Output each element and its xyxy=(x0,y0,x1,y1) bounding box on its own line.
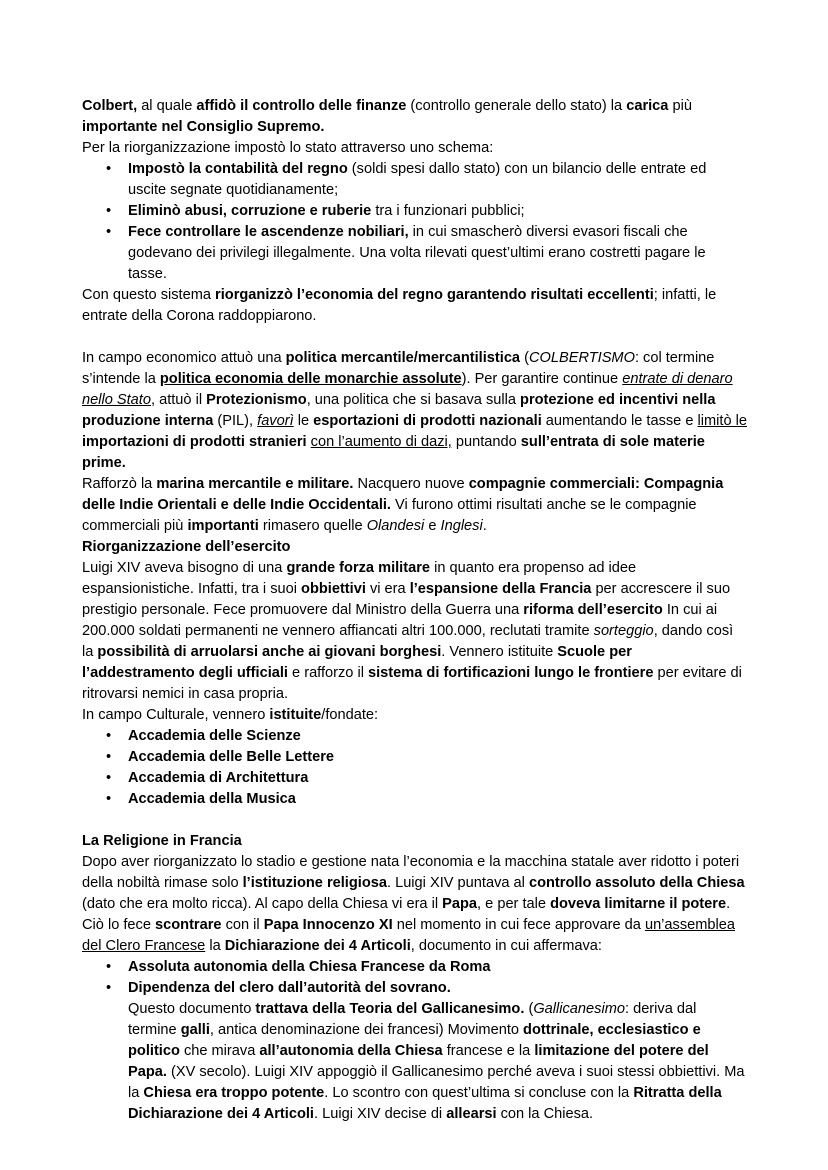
run-mar-inglesi: Inglesi xyxy=(440,518,483,534)
run-ese-12: possibilità di arruolarsi anche ai giovani borghesi xyxy=(97,644,442,660)
heading-religione-francia: La Religione in Francia xyxy=(82,833,242,849)
list-item xyxy=(82,201,748,222)
run-gal-14: Chiesa era troppo potente xyxy=(143,1085,325,1101)
run-colbert-5: carica xyxy=(626,98,669,114)
run-gal-11: francese e la xyxy=(442,1043,535,1059)
run-eco-dazi: con l’aumento di dazi, xyxy=(310,434,452,450)
run-ese-4: obbiettivi xyxy=(301,581,366,597)
run-gal-ritratta: Ritratta della Dichiarazione dei 4 Articoli xyxy=(128,1085,722,1122)
paragraph-culturale-lead xyxy=(82,705,748,726)
run-gal-galli: galli xyxy=(180,1022,210,1038)
run-colbert-name: Colbert, xyxy=(82,98,138,114)
list-item xyxy=(82,747,748,768)
list-item xyxy=(82,159,748,201)
run-cul-3: /fondate: xyxy=(321,707,379,723)
run-accademia-belle-lettere: Accademia delle Belle Lettere xyxy=(128,749,335,765)
run-rel-9: . Ciò lo fece xyxy=(82,896,731,933)
run-eco-monarchie: politica economia delle monarchie assolute xyxy=(159,371,462,387)
run-bullet3-rest: in cui smascherò diversi evasori fiscali che godevano dei privilegi illegalmente. Una volta rilevati quest’ultimi erano costretti pagare le tasse. xyxy=(128,224,706,282)
run-mar-1: Rafforzò la xyxy=(82,476,157,492)
run-ese-riforma: riforma dell’esercito xyxy=(523,602,663,618)
run-rel-10: scontrare xyxy=(155,917,222,933)
run-ese-17: per evitare di ritrovarsi nemici in casa propria. xyxy=(82,665,742,702)
run-rel-7: , e per tale xyxy=(477,896,551,912)
run-ese-14: Scuole per l’addestramento degli ufficiali xyxy=(82,644,632,681)
run-ese-1: Luigi XIV aveva bisogno di una xyxy=(82,560,287,576)
heading-riorganizzazione-esercito: Riorganizzazione dell’esercito xyxy=(82,539,291,555)
run-rel-17: , documento in cui affermava: xyxy=(410,938,602,954)
run-colbert-7: importante nel Consiglio Supremo. xyxy=(82,119,325,135)
run-ese-13: . Vennero istituite xyxy=(441,644,558,660)
run-colbert-2: al quale xyxy=(137,98,197,114)
run-gal-17: . Luigi XIV decise di xyxy=(314,1106,447,1122)
run-bullet3-bold: Fece controllare le ascendenze nobiliari, xyxy=(128,224,409,240)
run-bullet1-bold: Impostò la contabilità del regno xyxy=(128,161,348,177)
blank-line xyxy=(82,327,748,348)
run-rel-2: l’istituzione religiosa xyxy=(242,875,387,891)
run-gal-2: trattava della Teoria del Gallicanesimo. xyxy=(255,1001,525,1017)
run-mar-3: Nacquero nuove xyxy=(353,476,469,492)
run-rel-11: con il xyxy=(221,917,264,933)
list-accademie xyxy=(82,726,748,810)
paragraph-gallicanesimo xyxy=(82,999,748,1125)
run-bullet2-bold: Eliminò abusi, corruzione e ruberie xyxy=(128,203,372,219)
document-body xyxy=(82,96,748,1125)
run-eco-limito: limitò le xyxy=(697,413,747,429)
run-rel-1: Dopo aver riorganizzato lo stadio e gestione nata l’economia e la macchina statale aver ridotto i poteri della nobiltà rimase solo xyxy=(82,854,740,891)
run-articolo-1: Assoluta autonomia della Chiesa Francese da Roma xyxy=(128,959,491,975)
paragraph-sistema xyxy=(82,285,748,327)
run-rel-15: la xyxy=(205,938,225,954)
run-rel-3: . Luigi XIV puntava al xyxy=(386,875,529,891)
run-mar-9: e xyxy=(424,518,441,534)
run-ese-6: l’espansione della Francia xyxy=(409,581,592,597)
run-eco-5: : col termine s’intende la xyxy=(82,350,715,387)
run-eco-15: le xyxy=(293,413,314,429)
run-mar-4: compagnie commerciali: Compagnia delle Indie Orientali e delle Indie Occidentali. xyxy=(82,476,724,513)
run-eco-3: ( xyxy=(520,350,529,366)
run-ese-11: , dando così la xyxy=(82,623,734,660)
run-ese-2: grande forza militare xyxy=(286,560,431,576)
run-mar-7: rimasero quelle xyxy=(258,518,367,534)
list-item xyxy=(82,726,748,747)
run-mar-6: importanti xyxy=(187,518,259,534)
run-gal-15: . Lo scontro con quest’ultima si concluse con la xyxy=(324,1085,634,1101)
run-eco-13: (PIL), xyxy=(213,413,258,429)
run-accademia-scienze: Accademia delle Scienze xyxy=(128,728,301,744)
run-colbert-6: più xyxy=(668,98,692,114)
list-item xyxy=(82,957,748,978)
run-eco-20: importazioni di prodotti stranieri xyxy=(82,434,307,450)
run-ese-3: in quanto era propenso ad idee espansionistiche. Infatti, tra i suoi xyxy=(82,560,637,597)
run-eco-1: In campo economico attuò una xyxy=(82,350,286,366)
run-eco-17: aumentando le tasse e xyxy=(541,413,698,429)
paragraph-religione xyxy=(82,852,748,957)
run-ese-16: sistema di fortificazioni lungo le frontiere xyxy=(368,665,654,681)
list-item xyxy=(82,222,748,285)
run-eco-7: ). Per garantire continue xyxy=(461,371,623,387)
run-cul-2: istituite xyxy=(269,707,322,723)
run-rel-assemblea: un’assemblea del Clero Francese xyxy=(82,917,736,954)
run-accademia-musica: Accademia della Musica xyxy=(128,791,296,807)
run-gal-1: Questo documento xyxy=(128,1001,256,1017)
run-ese-5: vi era xyxy=(365,581,410,597)
list-articoli xyxy=(82,957,748,999)
paragraph-esercito xyxy=(82,558,748,705)
run-rel-papa: Papa xyxy=(442,896,478,912)
run-rel-dichiarazione: Dichiarazione dei 4 Articoli xyxy=(224,938,411,954)
run-articolo-2: Dipendenza del clero dall’autorità del sovrano. xyxy=(128,980,451,996)
paragraph-colbert-intro xyxy=(82,96,748,138)
run-mar-2: marina mercantile e militare. xyxy=(156,476,354,492)
run-gal-3: ( xyxy=(524,1001,534,1017)
run-gal-9: che mirava xyxy=(179,1043,260,1059)
run-bullet1-rest: (soldi spesi dallo stato) con un bilancio delle entrate ed uscite segnate quotidianamente; xyxy=(128,161,707,198)
run-ese-7: per accrescere il suo prestigio personale. Fece promuovere dal Ministro della Guerra una xyxy=(82,581,731,618)
run-eco-colbertismo: COLBERTISMO xyxy=(528,350,635,366)
run-gal-19: con la Chiesa. xyxy=(496,1106,594,1122)
run-eco-protezionismo: Protezionismo xyxy=(206,392,307,408)
run-gal-13: (XV secolo). Luigi XIV appoggiò il Gallicanesimo perché aveva i suoi stessi obbiettivi. Ma la xyxy=(128,1064,745,1101)
run-gal-gallicanesimo: Gallicanesimo xyxy=(533,1001,625,1017)
run-eco-favori: favorì xyxy=(257,413,294,429)
run-accademia-architettura: Accademia di Architettura xyxy=(128,770,309,786)
list-item xyxy=(82,789,748,810)
run-rel-innocenzo: Papa Innocenzo XI xyxy=(263,917,393,933)
run-eco-entrate: entrate di denaro nello Stato xyxy=(82,371,733,408)
paragraph-economia xyxy=(82,348,748,474)
run-eco-23: puntando xyxy=(451,434,521,450)
run-gal-5: : deriva dal termine xyxy=(128,1001,697,1038)
run-ese-9: In cui ai 200.000 soldati permanenti ne vennero affiancati altri 100.000, reclutati tramite xyxy=(82,602,718,639)
run-colbert-3: affidò il controllo delle finanze xyxy=(196,98,407,114)
run-cul-1: In campo Culturale, vennero xyxy=(82,707,270,723)
run-gal-12: limitazione del potere del Papa. xyxy=(128,1043,709,1080)
run-eco-2: politica mercantile/mercantilistica xyxy=(285,350,521,366)
run-mar-11: . xyxy=(482,518,487,534)
run-eco-16: esportazioni di prodotti nazionali xyxy=(313,413,542,429)
blank-line xyxy=(82,810,748,831)
run-gal-allearsi: allearsi xyxy=(446,1106,497,1122)
run-colbert-4: (controllo generale dello stato) la xyxy=(406,98,627,114)
paragraph-marina xyxy=(82,474,748,537)
run-eco-11: , una politica che si basava sulla xyxy=(306,392,521,408)
run-eco-24: sull’entrata di sole materie prime. xyxy=(82,434,705,471)
run-eco-9: , attuò il xyxy=(150,392,207,408)
list-schema-measures xyxy=(82,159,748,285)
run-schema-lead: Per la riorganizzazione impostò lo stato attraverso uno schema: xyxy=(82,140,494,156)
paragraph-schema-lead xyxy=(82,138,748,159)
run-ese-15: e rafforzo il xyxy=(287,665,369,681)
list-item xyxy=(82,978,748,999)
run-sistema-3: ; infatti, le entrate della Corona raddoppiarono. xyxy=(82,287,717,324)
run-sistema-2: riorganizzò l’economia del regno garantendo risultati eccellenti xyxy=(215,287,654,303)
run-ese-sorteggio: sorteggio xyxy=(593,623,654,639)
run-mar-olandesi: Olandesi xyxy=(366,518,425,534)
run-sistema-1: Con questo sistema xyxy=(82,287,216,303)
list-item xyxy=(82,768,748,789)
run-gal-7: , antica denominazione dei francesi) Movimento xyxy=(209,1022,524,1038)
run-eco-12: protezione ed incentivi nella produzione interna xyxy=(82,392,716,429)
run-gal-8: dottrinale, ecclesiastico e politico xyxy=(128,1022,701,1059)
run-rel-8: doveva limitarne il potere xyxy=(550,896,727,912)
run-rel-5: (dato che era molto ricca). Al capo della Chiesa vi era il xyxy=(82,896,443,912)
run-rel-13: nel momento in cui fece approvare da xyxy=(392,917,645,933)
run-bullet2-rest: tra i funzionari pubblici; xyxy=(371,203,525,219)
run-mar-5: Vi furono ottimi risultati anche se le compagnie commerciali più xyxy=(82,497,697,534)
run-gal-10: all’autonomia della Chiesa xyxy=(259,1043,443,1059)
run-rel-4: controllo assoluto della Chiesa xyxy=(528,875,745,891)
